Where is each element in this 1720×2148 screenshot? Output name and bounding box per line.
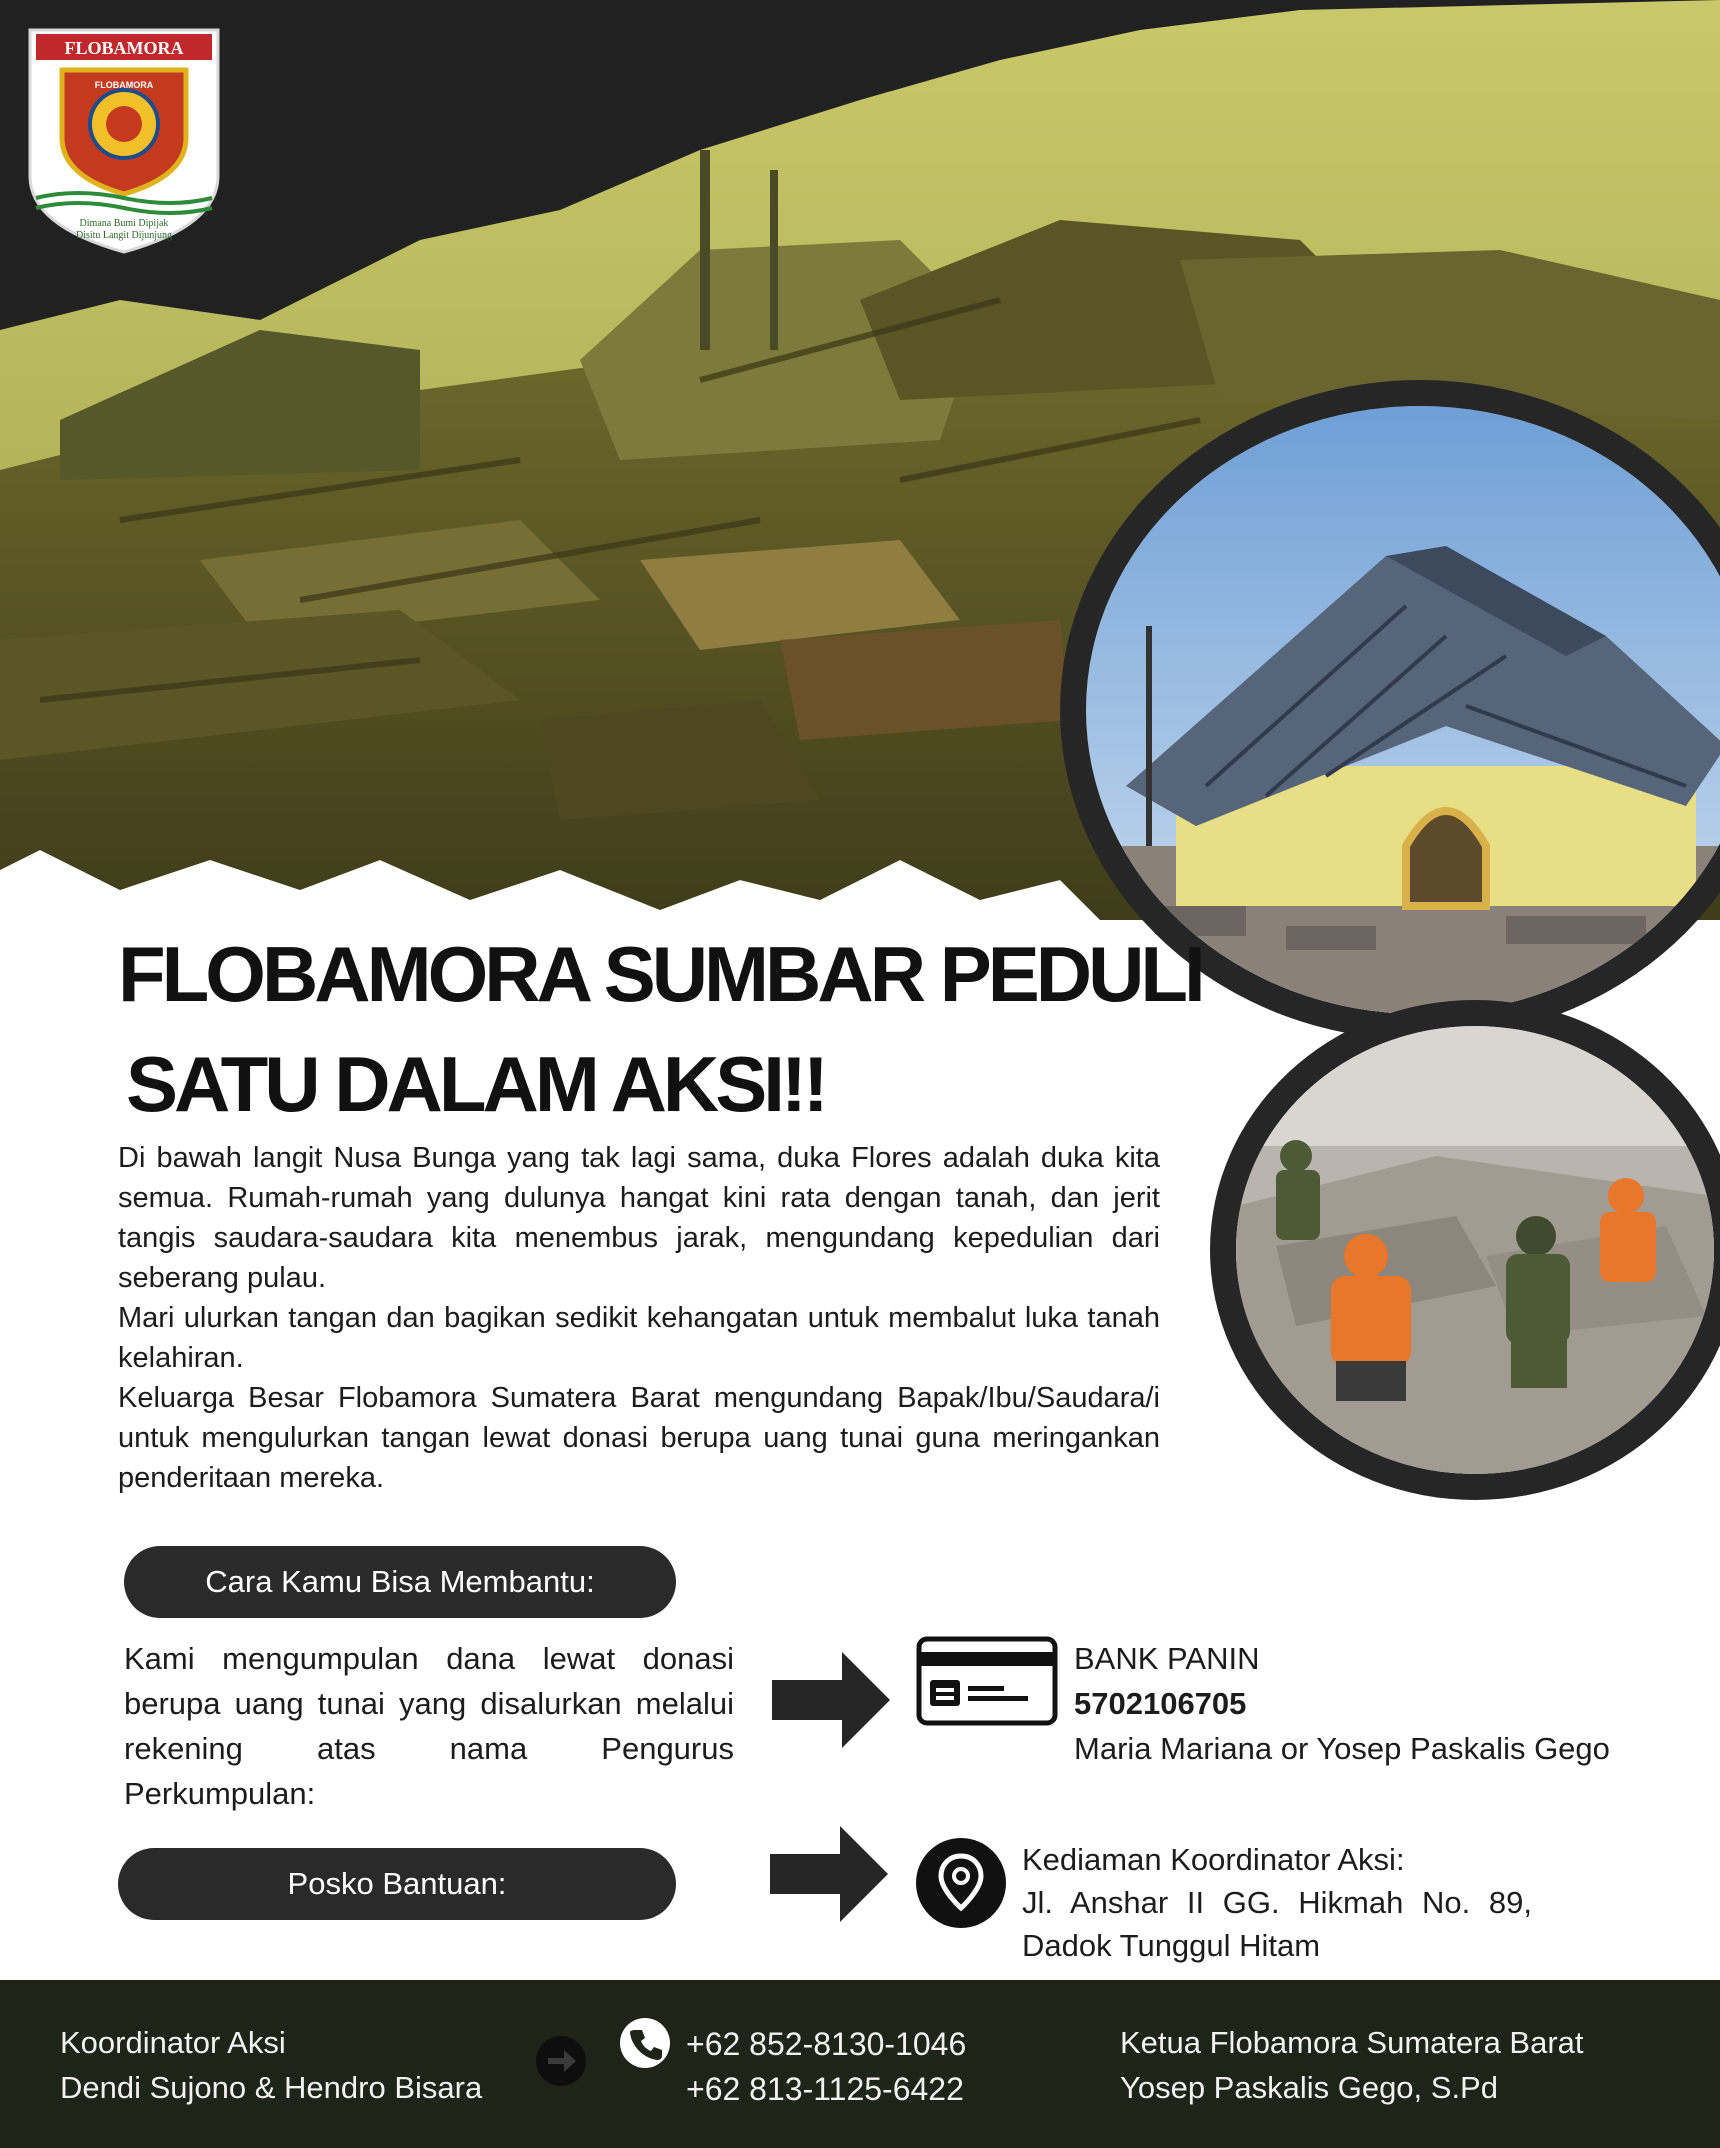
arrow-right-icon	[770, 1826, 888, 1922]
donation-description: Kami mengumpulan dana lewat donasi berupa uang tunai yang disalurkan melalui rekening atas nama Pengurus Perkumpulan:	[124, 1641, 734, 1811]
chair-name: Yosep Paskalis Gego, S.Pd	[1120, 2070, 1498, 2105]
arrow-right-icon	[772, 1652, 890, 1748]
bank-details	[1074, 1636, 1610, 1771]
footer-coordinator	[60, 2020, 482, 2110]
bank-account-holder: Maria Mariana or Yosep Paskalis Gego	[1074, 1731, 1610, 1766]
address-street: Jl. Anshar II GG. Hikmah No. 89,	[1022, 1885, 1532, 1920]
logo-motto-line2: Disitu Langit Dijunjung	[75, 230, 173, 241]
phone-icon	[620, 2018, 670, 2068]
coordinator-names: Dendi Sujono & Hendro Bisara	[60, 2070, 483, 2105]
bank-account-number[interactable]: 5702106705	[1074, 1686, 1247, 1721]
footer-chair	[1120, 2020, 1584, 2110]
logo-motto-line1: Dimana Bumi Dipijak	[79, 218, 169, 229]
credit-card-icon	[916, 1636, 1058, 1726]
collapsed-house-illustration	[1086, 406, 1720, 1014]
relief-post-address	[1022, 1838, 1532, 1967]
appeal-paragraph-2: Mari ulurkan tangan dan bagikan sedikit kehangatan untuk membalut luka tanah kelahiran.	[118, 1302, 1160, 1374]
footer-phones	[686, 2022, 966, 2112]
relief-post-label: Posko Bantuan:	[118, 1848, 676, 1920]
location-pin-icon	[916, 1838, 1006, 1928]
bank-name: BANK PANIN	[1074, 1641, 1260, 1676]
appeal-body	[118, 1138, 1160, 1498]
headline-line-2: SATU DALAM AKSI!!	[126, 1040, 825, 1128]
phone-number-2[interactable]: +62 813-1125-6422	[686, 2071, 964, 2107]
arrow-right-circle-icon	[536, 2036, 586, 2086]
flobamora-logo	[26, 26, 222, 256]
rescue-team-illustration	[1236, 1026, 1714, 1474]
appeal-paragraph-1: Di bawah langit Nusa Bunga yang tak lagi sama, duka Flores adalah duka kita semua. Rumah-rumah yang dulunya hangat kini rata dengan tanah, dan jerit tangis saudara-saudara kita menembus jarak, mengundang kepedulian dari seberang pulau.	[118, 1142, 1160, 1294]
headline-line-1: FLOBAMORA SUMBAR PEDULI	[118, 930, 1202, 1018]
chair-title: Ketua Flobamora Sumatera Barat	[1120, 2025, 1584, 2060]
logo-banner-text: FLOBAMORA	[64, 38, 184, 58]
address-area: Dadok Tunggul Hitam	[1022, 1928, 1321, 1963]
address-title: Kediaman Koordinator Aksi:	[1022, 1842, 1405, 1877]
how-to-help-label: Cara Kamu Bisa Membantu:	[124, 1546, 676, 1618]
logo-seal-text: FLOBAMORA	[94, 80, 154, 90]
appeal-paragraph-3: Keluarga Besar Flobamora Sumatera Barat mengundang Bapak/Ibu/Saudara/i untuk mengulurkan tangan lewat donasi berupa uang tunai guna meringankan penderitaan mereka.	[118, 1382, 1160, 1494]
phone-number-1[interactable]: +62 852-8130-1046	[686, 2026, 967, 2062]
coordinator-title: Koordinator Aksi	[60, 2025, 286, 2060]
rescue-team-photo	[1210, 1000, 1720, 1500]
